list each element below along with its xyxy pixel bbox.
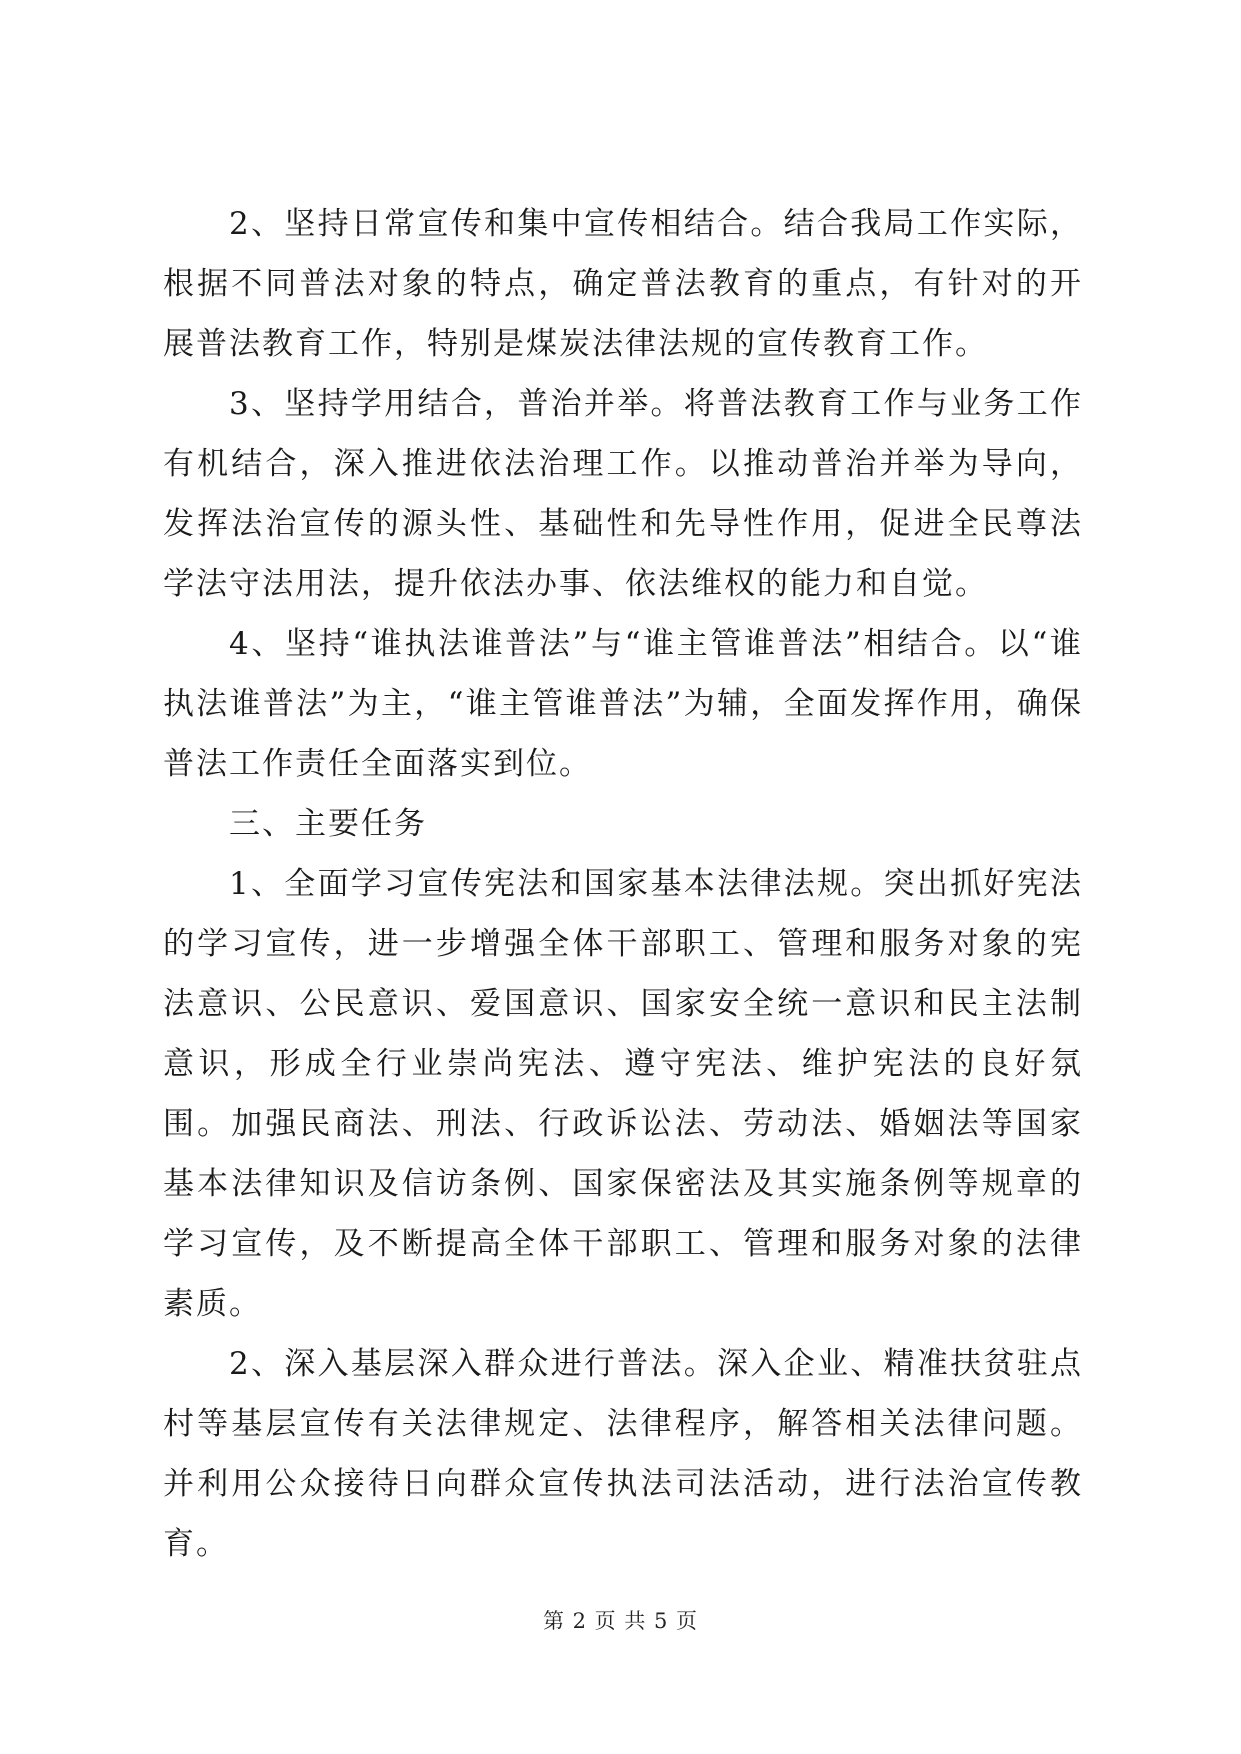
paragraph-principle-3: 3、坚持学用结合，普治并举。将普法教育工作与业务工作有机结合，深入推进依法治理工作。以推动普治并举为导向，发挥法治宣传的源头性、基础性和先导性作用，促进全民尊法学法守法用法，提升依法办事、依法维权的能力和自觉。	[163, 386, 1083, 602]
paragraph-principle-4: 4、坚持“谁执法谁普法”与“谁主管谁普法”相结合。以“谁执法谁普法”为主，“谁主管谁普法”为辅，全面发挥作用，确保普法工作责任全面落实到位。	[163, 626, 1083, 782]
paragraph-task-1: 1、全面学习宣传宪法和国家基本法律法规。突出抓好宪法的学习宣传，进一步增强全体干部职工、管理和服务对象的宪法意识、公民意识、爱国意识、国家安全统一意识和民主法制意识，形成全行业崇尚宪法、遵守宪法、维护宪法的良好氛围。加强民商法、刑法、行政诉讼法、劳动法、婚姻法等国家基本法律知识及信访条例、国家保密法及其实施条例等规章的学习宣传，及不断提高全体干部职工、管理和服务对象的法律素质。	[163, 866, 1083, 1322]
page-number-footer: 第 2 页 共 5 页	[542, 1609, 699, 1633]
section-heading: 三、主要任务	[229, 806, 427, 842]
paragraph-principle-2: 2、坚持日常宣传和集中宣传相结合。结合我局工作实际，根据不同普法对象的特点，确定普法教育的重点，有针对的开展普法教育工作，特别是煤炭法律法规的宣传教育工作。	[163, 206, 1083, 362]
paragraph-task-2: 2、深入基层深入群众进行普法。深入企业、精准扶贫驻点村等基层宣传有关法律规定、法律程序，解答相关法律问题。并利用公众接待日向群众宣传执法司法活动，进行法治宣传教育。	[163, 1346, 1083, 1562]
document-body	[163, 194, 1083, 1574]
